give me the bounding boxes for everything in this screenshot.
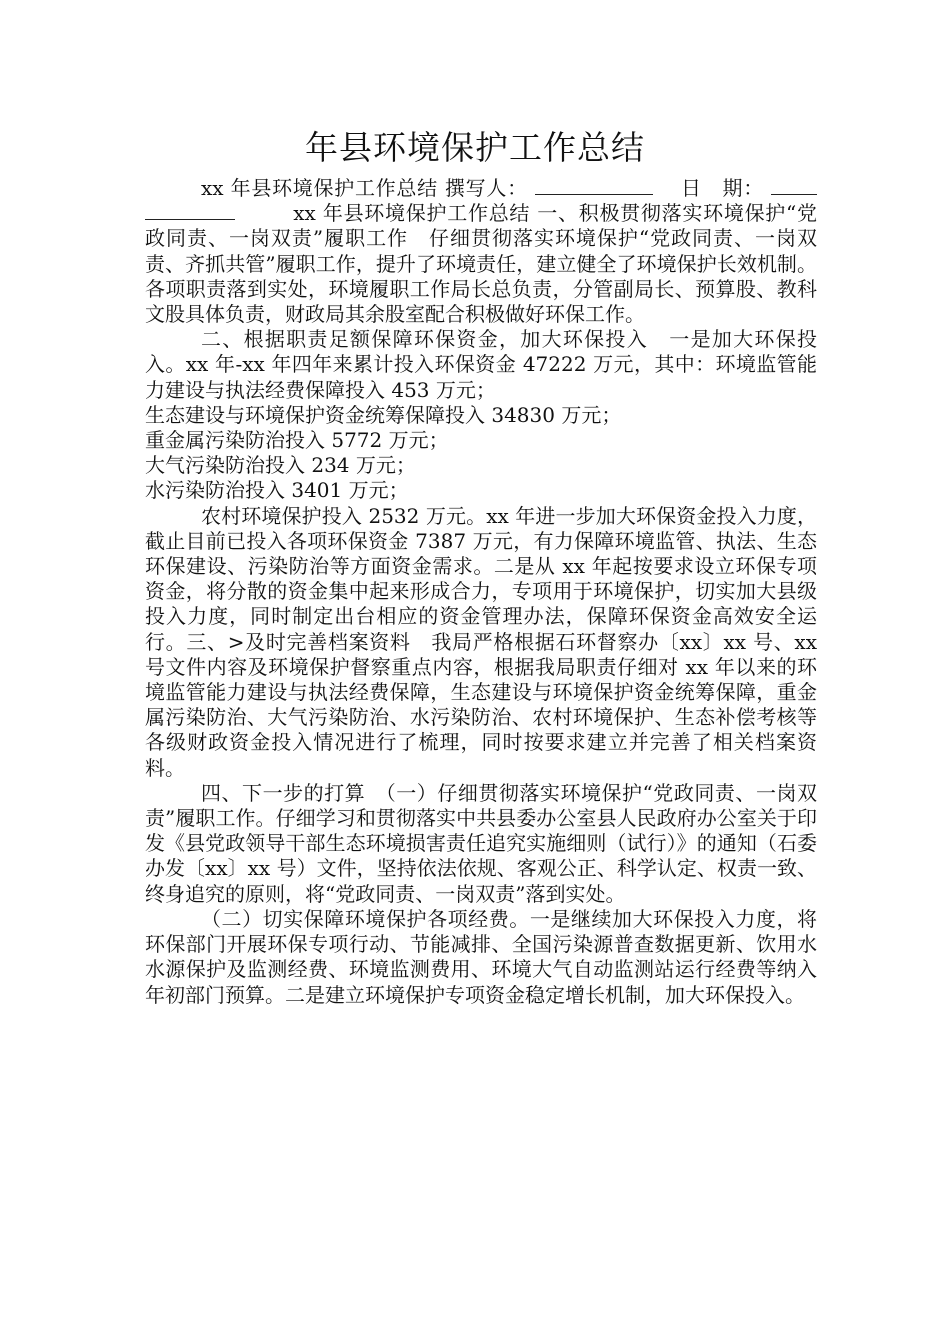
writer-blank-line [535,176,653,195]
header-lead: xx 年县环境保护工作总结 撰写人： [201,176,528,200]
paragraph-5: （二）切实保障环境保护各项经费。一是继续加大环保投入力度，将环保部门开展环保专项行动、节能减排、全国污染源普查数据更新、饮用水水源保护及监测经费、环境监测费用、环境大气自动监测站运行经费等纳入年初部门预算。二是建立环境保护专项资金稳定增长机制，加大环保投入。 [145,906,817,1007]
investment-item-water: 水污染防治投入 3401 万元； [145,478,409,503]
header-paragraph [145,176,817,327]
date-blank-line-continued [145,201,235,220]
paragraph-2: 二、根据职责足额保障环保资金，加大环保投入 一是加大环保投入。xx 年-xx 年四年来累计投入环保资金 47222 万元，其中：环境监管能力建设与执法经费保障投入 453 万元； [145,327,817,402]
paragraph-3: 农村环境保护投入 2532 万元。xx 年进一步加大环保资金投入力度，截止目前已投入各项环保资金 7387 万元，有力保障环境监管、执法、生态环保建设、污染防治等方面资金需求。二是从 xx 年起按要求设立环保专项资金，将分散的资金集中起来形成合力，专项用于环境保护，切实加大县级投入力度，同时制定出台相应的资金管理办法，保障环保资金高效安全运行。三、>及时完善档案资料 我局严格根据石环督察办〔xx〕xx 号、xx 号文件内容及环境保护督察重点内容，根据我局职责仔细对 xx 年以来的环境监管能力建设与执法经费保障，生态建设与环境保护资金统筹保障，重金属污染防治、大气污染防治、水污染防治、农村环境保护、生态补偿考核等各级财政资金投入情况进行了梳理，同时按要求建立并完善了相关档案资料。 [145,503,817,780]
date-label: 日 期： [681,176,764,200]
document-title: 年县环境保护工作总结 [305,128,645,167]
investment-item-heavy-metal: 重金属污染防治投入 5772 万元； [145,428,449,453]
date-blank-line [771,176,817,195]
investment-item-air: 大气污染防治投入 234 万元； [145,453,416,478]
document-body [145,176,817,1008]
investment-item-ecology: 生态建设与环境保护资金统筹保障投入 34830 万元； [145,402,622,427]
paragraph-1-text: xx 年县环境保护工作总结 一、积极贯彻落实环境保护“党政同责、一岗双责”履职工作 仔细贯彻落实环境保护“党政同责、一岗双责、齐抓共管”履职工作，提升了环境责任，建立健全了环境保护长效机制。各项职责落到实处，环境履职工作局长总负责，分管副局长、预算股、教科文股具体负责，财政局其余股室配合积极做好环保工作。 [145,201,818,327]
paragraph-4: 四、下一步的打算 （一）仔细贯彻落实环境保护“党政同责、一岗双责”履职工作。仔细学习和贯彻落实中共县委办公室县人民政府办公室关于印发《县党政领导干部生态环境损害责任追究实施细则（试行）》的通知（石委办发〔xx〕xx 号）文件，坚持依法依规、客观公正、科学认定、权责一致、终身追究的原则，将“党政同责、一岗双责”落到实处。 [145,780,817,906]
